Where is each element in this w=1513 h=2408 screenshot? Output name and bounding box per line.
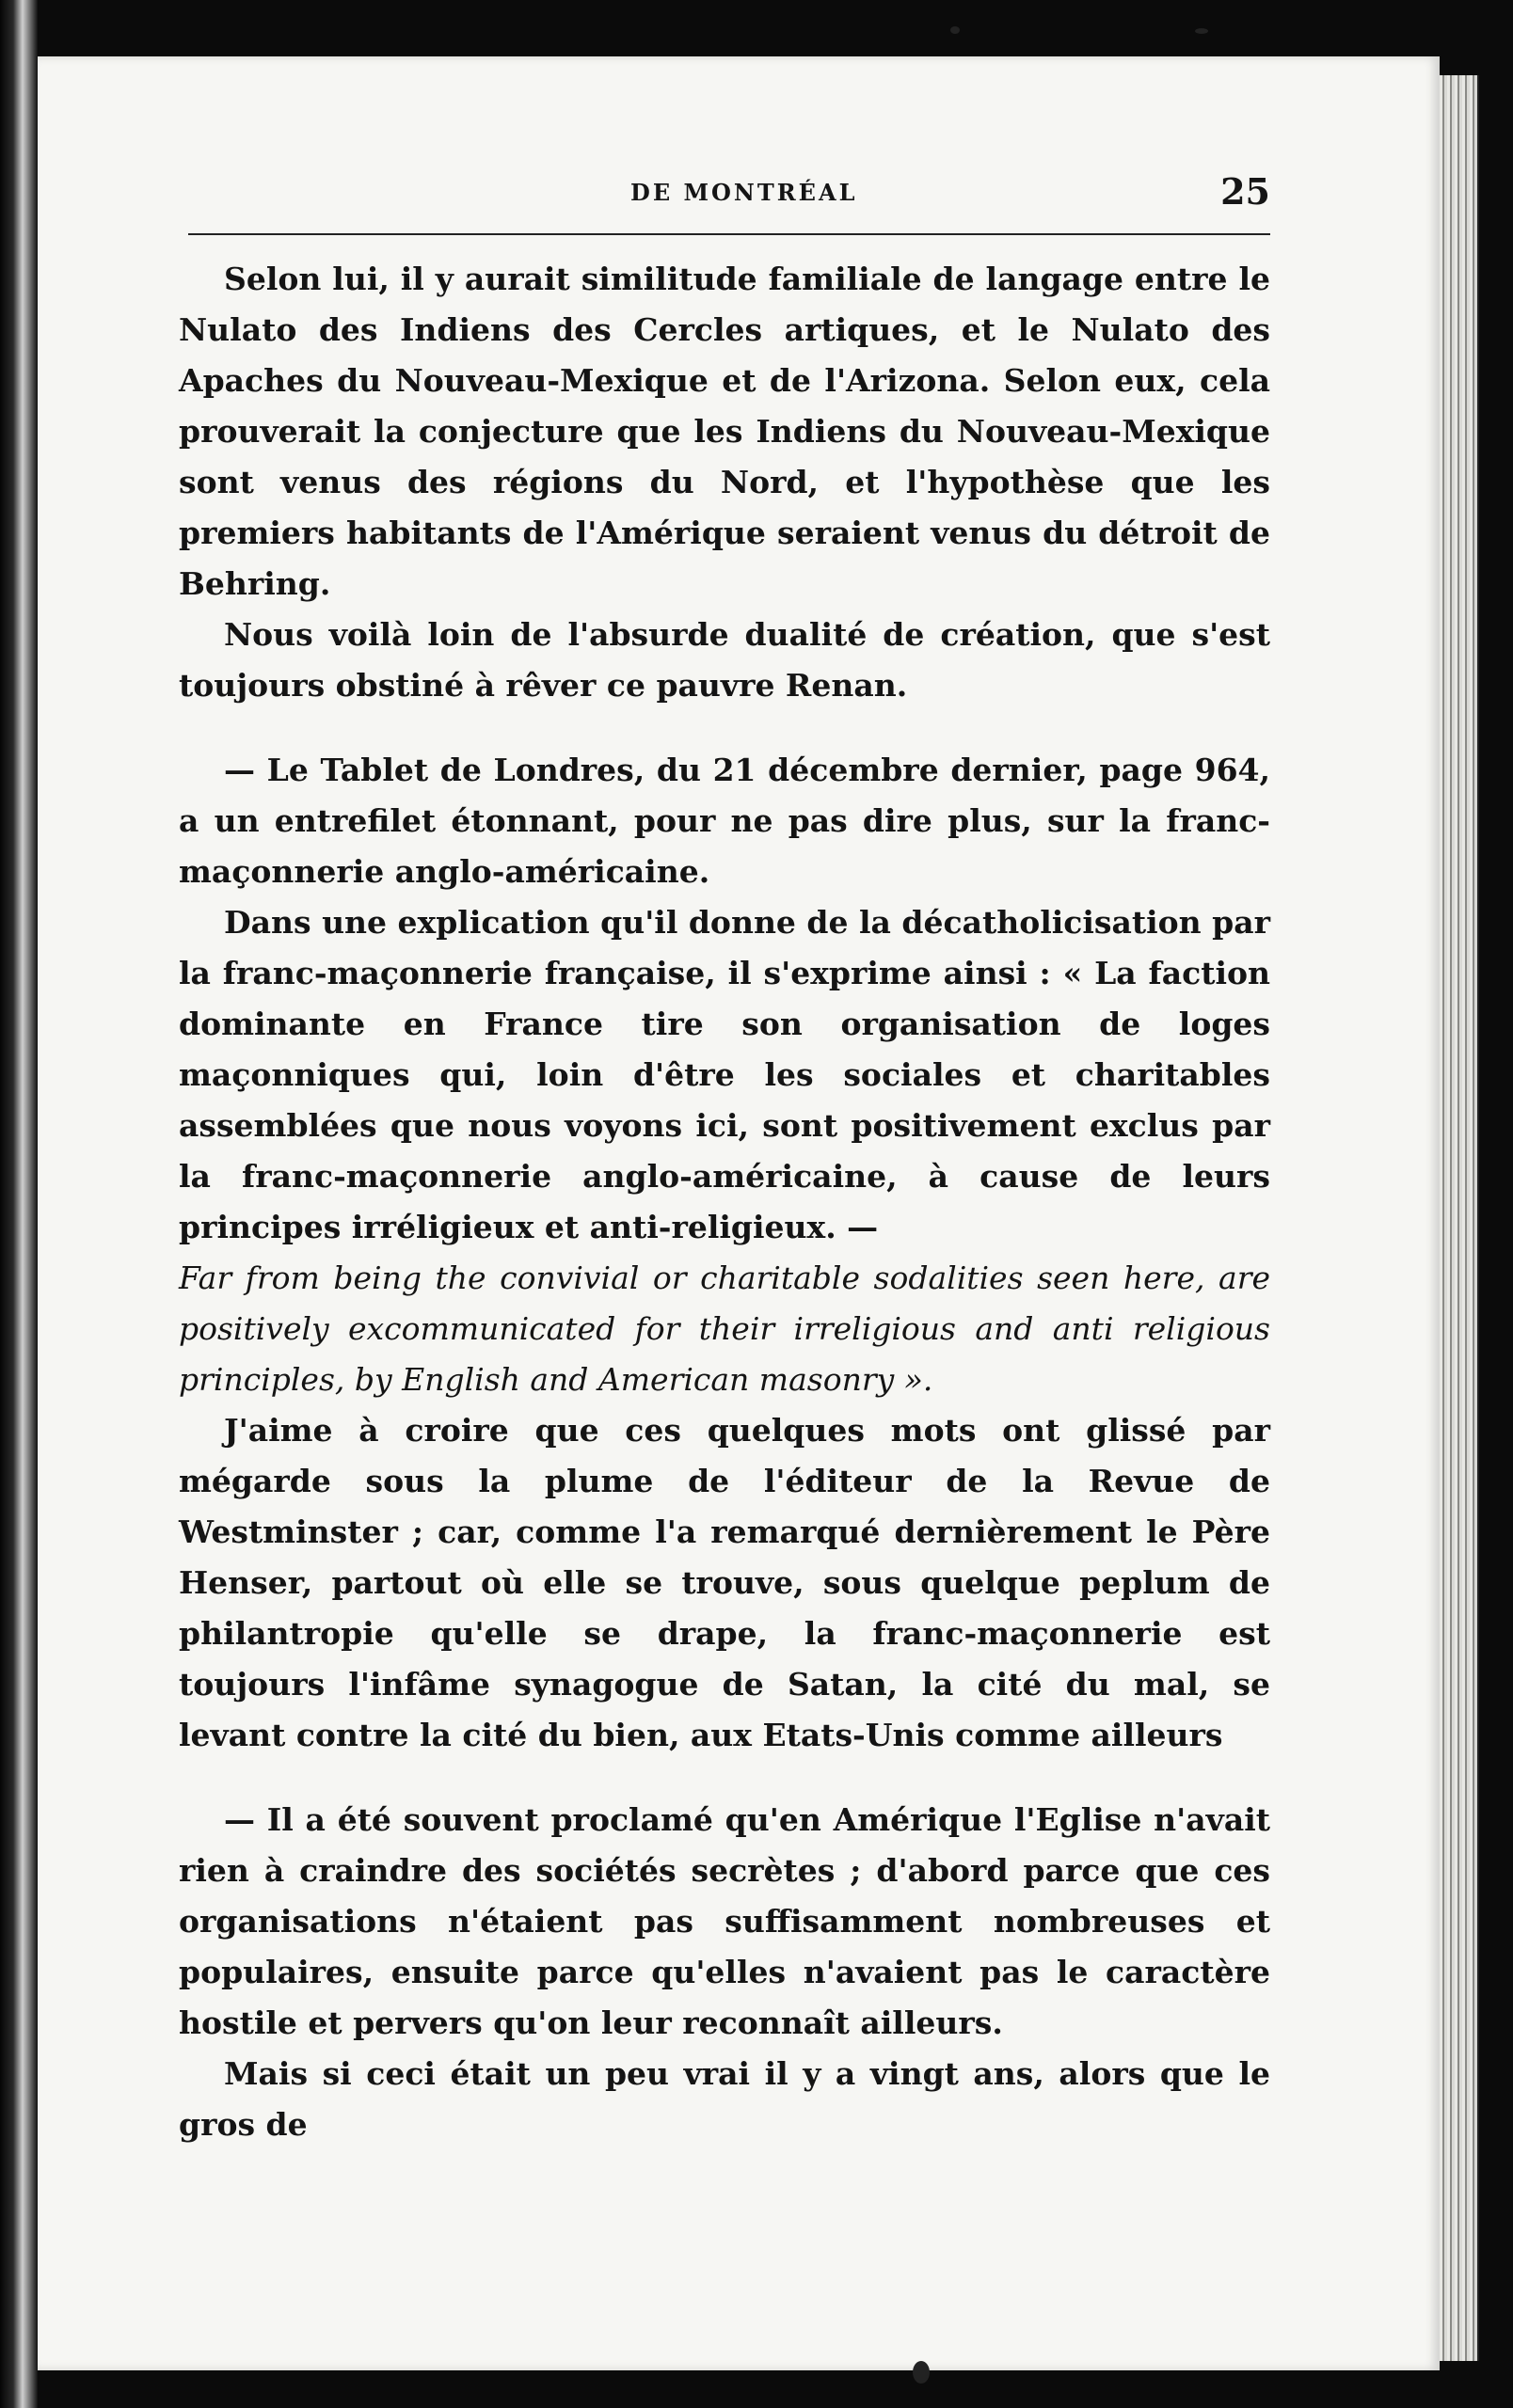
- english-quotation: Far from being the convivial or charitable sodalities seen here, are positively excommunicated for their irreligious and anti religious principles, by English and American masonry ».: [179, 1259, 1270, 1398]
- dust-speck: [950, 26, 960, 34]
- header-rule: [188, 233, 1270, 235]
- paragraph: Dans une explication qu'il donne de la décatholicisation par la franc-maçonnerie française, il s'exprime ainsi : « La faction dominante en France tire son organisation de loges maçonniques qui, loin d'être les sociales et charitables assemblées que nous voyons ici, sont positivement exclus par la franc-maçonnerie anglo-américaine, à cause de leurs principes irréligieux et anti-religieux. —: [179, 904, 1270, 1245]
- binding-edge: [0, 0, 38, 2408]
- running-header: [188, 165, 1270, 230]
- page-number: 25: [1220, 170, 1270, 213]
- paragraph: — Le Tablet de Londres, du 21 décembre dernier, page 964, a un entrefilet étonnant, pour ne pas dire plus, sur la franc-maçonnerie anglo-américaine.: [179, 752, 1270, 890]
- body-text: [179, 254, 1270, 2150]
- paragraph: — Il a été souvent proclamé qu'en Amérique l'Eglise n'avait rien à craindre des sociétés secrètes ; d'abord parce que ces organisations n'étaient pas suffisamment nombreuses et populaires, ensuite parce qu'elles n'avaient pas le caractère hostile et pervers qu'on leur reconnaît ailleurs.: [179, 1801, 1270, 2041]
- paragraph: J'aime à croire que ces quelques mots ont glissé par mégarde sous la plume de l'éditeur de la Revue de Westminster ; car, comme l'a remarqué dernièrement le Père Henser, partout où elle se trouve, sous quelque peplum de philantropie qu'elle se drape, la franc-maçonnerie est toujours l'infâme synagogue de Satan, la cité du mal, se levant contre la cité du bien, aux Etats-Unis comme ailleurs: [179, 1412, 1270, 1753]
- paragraph: Selon lui, il y aurait similitude familiale de langage entre le Nulato des Indiens des Cercles artiques, et le Nulato des Apaches du Nouveau-Mexique et de l'Arizona. Selon eux, cela prouverait la conjecture que les Indiens du Nouveau-Mexique sont venus des régions du Nord, et l'hypothèse que les premiers habitants de l'Amérique seraient venus du détroit de Behring.: [179, 261, 1270, 602]
- paragraph: Nous voilà loin de l'absurde dualité de création, que s'est toujours obstiné à rêver ce pauvre Renan.: [179, 616, 1270, 704]
- dust-speck: [1195, 28, 1208, 34]
- running-title: DE MONTRÉAL: [630, 179, 858, 206]
- paragraph: Mais si ceci était un peu vrai il y a vingt ans, alors que le gros de: [179, 2055, 1270, 2143]
- page-stack-edges: [1440, 75, 1479, 2361]
- dust-speck: [913, 2361, 930, 2384]
